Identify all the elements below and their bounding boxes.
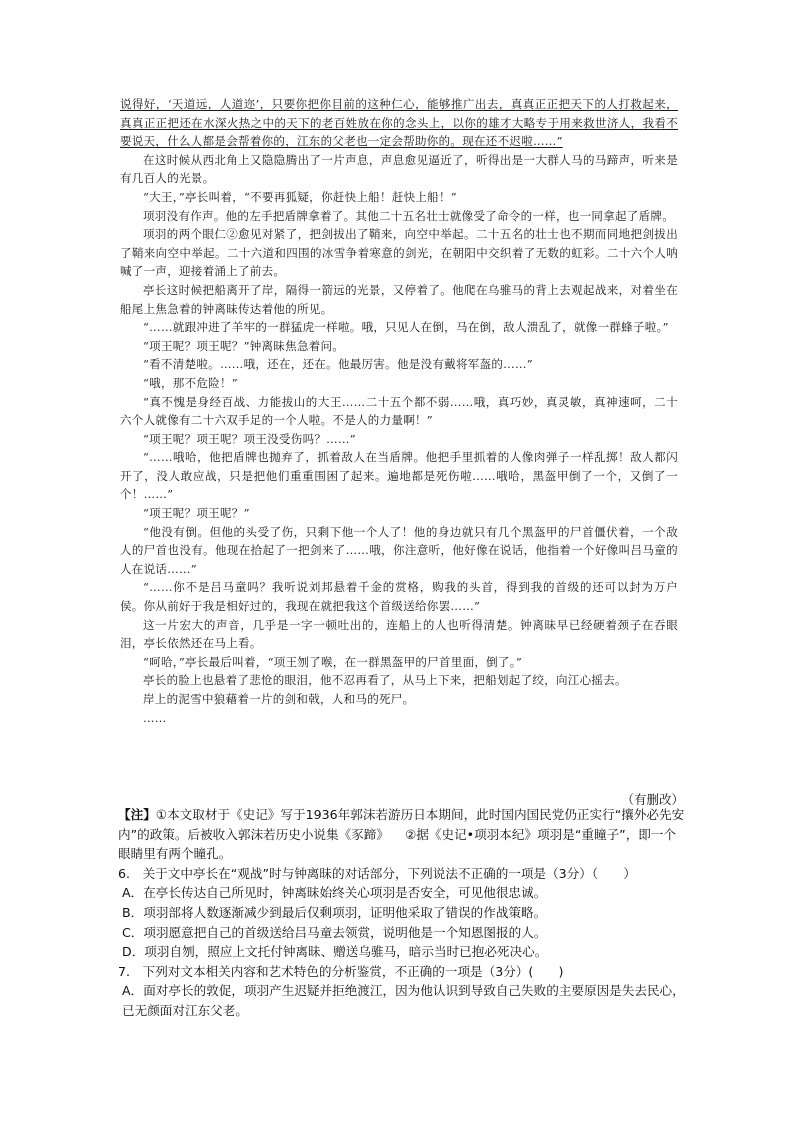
story-paragraph: “哦，那不危险！” [143, 375, 238, 390]
story-paragraph: 岸上的泥雪中狼藉着一片的剑和戟，人和马的死尸。 [143, 692, 415, 706]
annotation-1: ①本文取材于《史记》写于1936年郭沫若游历日本期间，此时国内国民党仍正实行“攘外必先安内”的政策。后被收入郭沫若历史小说集《豕蹄》 [118, 807, 685, 842]
question-6-option-c: C．项羽愿意把自己的首级送给吕马童去领赏，说明他是一个知恩图报的人。 [122, 924, 547, 940]
question-7-option-a: A．面对亭长的敦促，项羽产生迟疑并拒绝渡江，因为他认识到导致自己失败的主要原因是失去民心，已无颜面对江东父老。 [122, 983, 685, 1018]
question-6-option-a: A．在亭长传达自己所见时，钟离昧始终关心项羽是否安全，可见他很忠诚。 [122, 885, 547, 901]
story-ellipsis: …… [143, 710, 167, 725]
story-paragraph: 亭长这时候把船离开了岸，隔得一箭远的光景，又停着了。他爬在乌骓马的背上去观起战来，对着坐在船尾上焦急着的钟离昧传达着他的所见。 [120, 282, 678, 316]
story-paragraph: “……哦哈，他把盾牌也抛弃了，抓着敌人在当盾牌。他把手里抓着的人像肉弹子一样乱掷！敌人都闪开了，没人敢应战，只是把他们重重围困了起来。遍地都是死伤啦……哦哈，黑盔甲倒了一个，又倒了一个！……” [120, 450, 678, 502]
story-paragraph: 在这时候从西北角上又隐隐腾出了一片声息，声息愈见逼近了，听得出是一大群人马的马蹄声，听来是有几百人的光景。 [120, 152, 678, 186]
story-paragraph: “他没有倒。但他的头受了伤，只剩下他一个人了！他的身边就只有几个黑盔甲的尸首僵伏着，一个敌人的尸首也没有。他现在拾起了一把剑来了……哦，你注意听，他好像在说话，他指着一个好像叫吕马童的人在说话……” [120, 524, 678, 576]
source-note: （有删改） [621, 792, 684, 807]
story-paragraph: 项羽的两个眼仁②愈见对紧了，把剑拔出了鞘来，向空中举起。二十五名的壮士也不期而同地把剑拔出了鞘来向空中举起。二十六道和四围的冰雪争着寒意的剑光，在朝阳中交织着了无数的虹彩。二十六个人呐喊了一声，迎接着涌上了前去。 [120, 227, 678, 279]
annotation [118, 805, 688, 864]
story-paragraph: “看不清楚啦。……哦，还在，还在。他最厉害。他是没有戴将军盔的……” [143, 357, 533, 372]
story-paragraph: “项王呢？项王呢？项王没受伤吗？……” [143, 431, 356, 446]
story-paragraph: 亭长的脸上也悬着了悲怆的眼泪，他不忍再看了，从马上下来，把船划起了绞，向江心摇去。 [143, 673, 627, 688]
story-intro: 说得好，‘天道远，人道迩’，只要你把你目前的这种仁心，能够推广出去，真真正正把天下的人打救起来，真真正正把还在水深火热之中的天下的老百姓放在你的念头上，以你的雄才大略专于用来救世济人，我看不要说天，什么人都是会帮着你的，江东的父老也一定会帮助你的。现在还不迟啦……” [120, 97, 678, 149]
story-paragraph: “……就跟冲进了羊牢的一群猛虎一样啦。哦，只见人在倒，马在倒，敌人溃乱了，就像一群蜂子啦。” [143, 320, 669, 335]
annotation-2: ②据《史记•项羽本纪》项羽是“重瞳子”，即一个眼睛里有两个瞳孔。 [118, 826, 677, 862]
annotation-tag: 【注】 [118, 807, 156, 822]
story-paragraph: 这一片宏大的声音，几乎是一字一顿吐出的，连船上的人也听得清楚。钟离昧早已经硬着颈子在吞眼泪，亭长依然还在马上看。 [120, 617, 678, 651]
question-6-option-b: B．项羽部将人数逐渐减少到最后仅剩项羽，证明他采取了错误的作战策略。 [122, 904, 547, 920]
story-paragraph: “呵哈，”亭长最后叫着，“项王刎了喉，在一群黑盔甲的尸首里面，倒了。” [143, 654, 523, 669]
story-paragraph: “项王呢？项王呢？” [143, 506, 250, 521]
story-paragraph: “大王，”亭长叫着，“不要再狐疑，你赶快上船！赶快上船！” [143, 189, 457, 204]
question-6-stem: 6. 关于文中亭长在“观战”时与钟离昧的对话部分，下列说法不正确的一项是（3分）（ ） [118, 865, 636, 881]
notes-and-questions [118, 805, 688, 1021]
story-paragraph: “……你不是吕马童吗？我听说刘邦悬着千金的赏格，购我的头首，得到我的首级的还可以封为万户侯。你从前好于我是相好过的，我现在就把我这个首级送给你罢……” [120, 580, 678, 614]
story-text [120, 95, 678, 727]
story-paragraph: “真不愧是身经百战、力能拔山的大王……二十五个都不弱……哦，真巧妙，真灵敏，真神速呵，二十六个人就像有二十六双手足的一个人啦。不是人的力量啊！” [120, 394, 678, 428]
story-paragraph: “项王呢？项王呢？”钟离昧焦急着问。 [143, 338, 345, 353]
question-6-option-d: D．项羽自刎，照应上文托付钟离昧、赠送乌骓马，暗示当时已抱必死决心。 [122, 944, 548, 960]
story-paragraph: 项羽没有作声。他的左手把盾牌拿着了。其他二十五名壮士就像受了命令的一样，也一同拿起了盾牌。 [143, 208, 674, 223]
question-7-stem: 7. 下列对文本相关内容和艺术特色的分析鉴赏，不正确的一项是（3分）( ) [118, 963, 564, 979]
